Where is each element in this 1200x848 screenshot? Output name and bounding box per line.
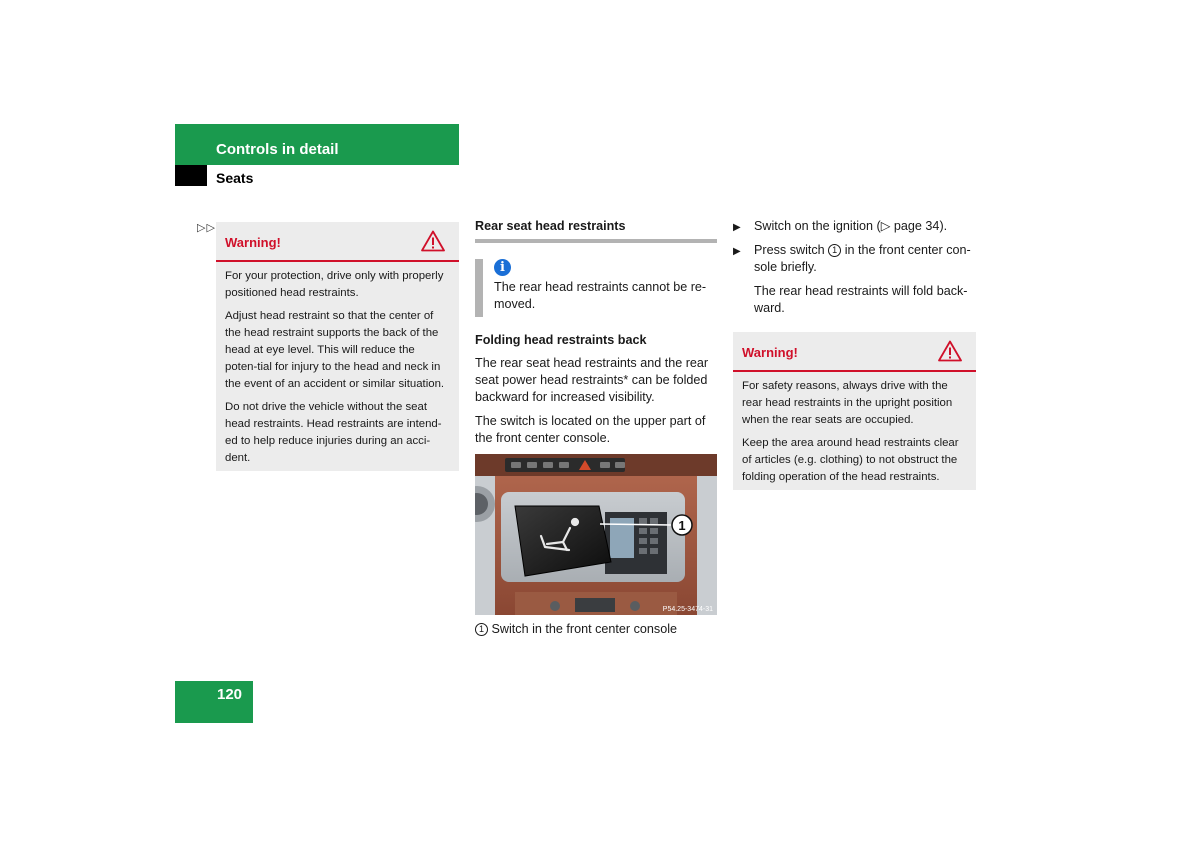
switch-callout: 1 [828, 244, 841, 257]
caption-callout: 1 [475, 623, 488, 636]
info-text: The rear head restraints cannot be re-moved. [494, 280, 707, 311]
warning-paragraph: For safety reasons, always drive with the rear head restraints in the upright position when the rear seats are occupied. [742, 380, 953, 426]
body-paragraph: The rear seat head restraints and the rear seat power head restraints* can be folded backward for increased visibility. [475, 356, 709, 404]
continuation-mark: ▷▷ [197, 222, 216, 234]
middle-column [475, 219, 717, 454]
bullet-icon: ▶ [733, 246, 741, 257]
bullet-icon: ▶ [733, 222, 741, 233]
folding-heading: Folding head restraints back [475, 333, 647, 347]
page-reference-link[interactable]: ▷ page 34 [880, 219, 940, 233]
subsection-title: Seats [216, 170, 254, 186]
warning-body [216, 262, 459, 479]
result-text: The rear head restraints will fold back-ward. [754, 284, 968, 315]
warning-header [733, 332, 976, 372]
info-note [475, 259, 717, 317]
warning-triangle-icon [421, 230, 445, 252]
step-press-switch: ▶ Press switch 1 in the front center con-sole briefly. [733, 243, 971, 274]
photo-caption [475, 621, 717, 638]
warning-box-left [216, 222, 459, 471]
info-bar [475, 259, 483, 317]
right-column [733, 218, 976, 317]
step-ignition: ▶ Switch on the ignition (▷ page 34). [733, 218, 976, 235]
warning-paragraph: For your protection, drive only with properly positioned head restraints. [225, 270, 444, 299]
warning-box-right [733, 332, 976, 490]
warning-paragraph: Keep the area around head restraints clear of articles (e.g. clothing) to not obstruct the folding operation of the head restraints. [742, 437, 959, 483]
rear-head-restraints-heading: Rear seat head restraints [475, 219, 626, 233]
page-number: 120 [217, 686, 243, 703]
warning-header [216, 222, 459, 262]
console-photo [475, 454, 717, 615]
section-title: Controls in detail [216, 141, 339, 158]
section-rule [475, 239, 717, 243]
callout-number: 1 [678, 518, 686, 533]
header-marker [175, 165, 207, 186]
warning-triangle-icon [938, 340, 962, 362]
caption-text: Switch in the front center console [491, 622, 678, 636]
image-code: P54.25-3474-31 [662, 606, 713, 613]
warning-paragraph: Adjust head restraint so that the center of the head restraint supports the back of the head at eye level. This will reduce the poten-tial for injury to the head and neck in the event of an accident or similar situation. [225, 310, 445, 390]
body-paragraph: The switch is located on the upper part of the front center console. [475, 414, 706, 445]
warning-paragraph: Do not drive the vehicle without the seat head restraints. Head restraints are intend-ed to help reduce injuries during an acci-dent. [225, 401, 442, 464]
info-icon: i [494, 259, 511, 276]
warning-body [733, 372, 976, 498]
console-illustration [475, 454, 717, 615]
warning-title: Warning! [225, 235, 281, 250]
warning-title: Warning! [742, 345, 798, 360]
